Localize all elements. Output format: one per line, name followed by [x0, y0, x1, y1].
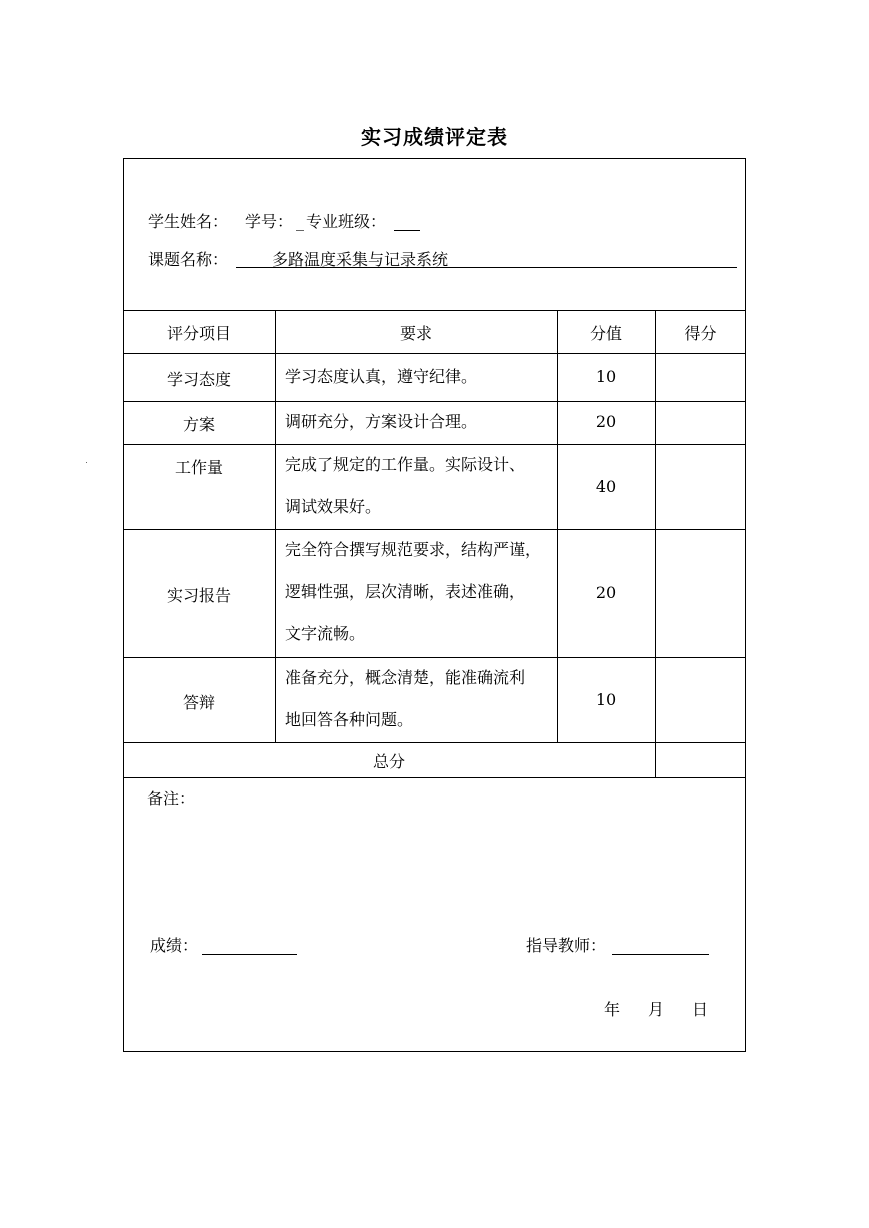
header-score: 得分 [684, 324, 717, 343]
table-bottom-border [123, 777, 746, 778]
advisor-underline [612, 954, 709, 955]
row-requirement: 调研充分，方案设计合理。 [285, 412, 478, 431]
advisor-label: 指导教师： [526, 936, 607, 955]
student-name-label: 学生姓名： [148, 212, 229, 231]
row-item: 实习报告 [166, 586, 231, 605]
grade-underline [202, 954, 297, 955]
row-value: 10 [595, 367, 617, 386]
row-requirement: 学习态度认真，遵守纪律。 [285, 367, 478, 386]
date-year: 年 [604, 1000, 621, 1019]
date-day: 日 [692, 1000, 709, 1019]
page-title: 实习成绩评定表 [361, 125, 508, 149]
grade-label: 成绩： [150, 936, 199, 955]
row-value: 40 [595, 477, 617, 496]
header-requirement: 要求 [399, 324, 432, 343]
row-requirement: 完成了规定的工作量。实际设计、 [285, 455, 526, 474]
topic-label: 课题名称： [148, 250, 229, 269]
remarks-label: 备注： [147, 789, 196, 808]
student-id-value: _ [296, 212, 304, 231]
row-requirement: 调试效果好。 [285, 497, 382, 516]
row-value: 20 [595, 583, 617, 602]
row-item: 工作量 [174, 458, 223, 477]
row-divider [123, 742, 746, 743]
class-underline [394, 230, 420, 231]
row-value: 10 [595, 690, 617, 709]
row-item: 方案 [182, 415, 215, 434]
column-divider [275, 310, 276, 742]
row-requirement: 逻辑性强，层次清晰，表述准确， [285, 582, 526, 601]
row-value: 20 [595, 412, 617, 431]
student-id-label: 学号： [245, 212, 294, 231]
table-top-border [123, 310, 746, 311]
stray-dot [86, 462, 87, 463]
row-divider [123, 353, 746, 354]
class-label: 专业班级： [306, 212, 387, 231]
row-item: 答辩 [182, 693, 215, 712]
row-item: 学习态度 [166, 370, 231, 389]
column-divider [655, 310, 656, 777]
total-label: 总分 [372, 752, 405, 771]
row-requirement: 准备充分，概念清楚，能准确流利 [285, 668, 526, 687]
date-month: 月 [648, 1000, 665, 1019]
row-requirement: 完全符合撰写规范要求，结构严谨， [285, 540, 542, 559]
topic-underline [236, 267, 737, 268]
topic-value: 多路温度采集与记录系统 [272, 250, 449, 269]
row-requirement: 地回答各种问题。 [285, 710, 414, 729]
header-value: 分值 [589, 324, 622, 343]
row-requirement: 文字流畅。 [285, 624, 366, 643]
header-item: 评分项目 [166, 324, 231, 343]
